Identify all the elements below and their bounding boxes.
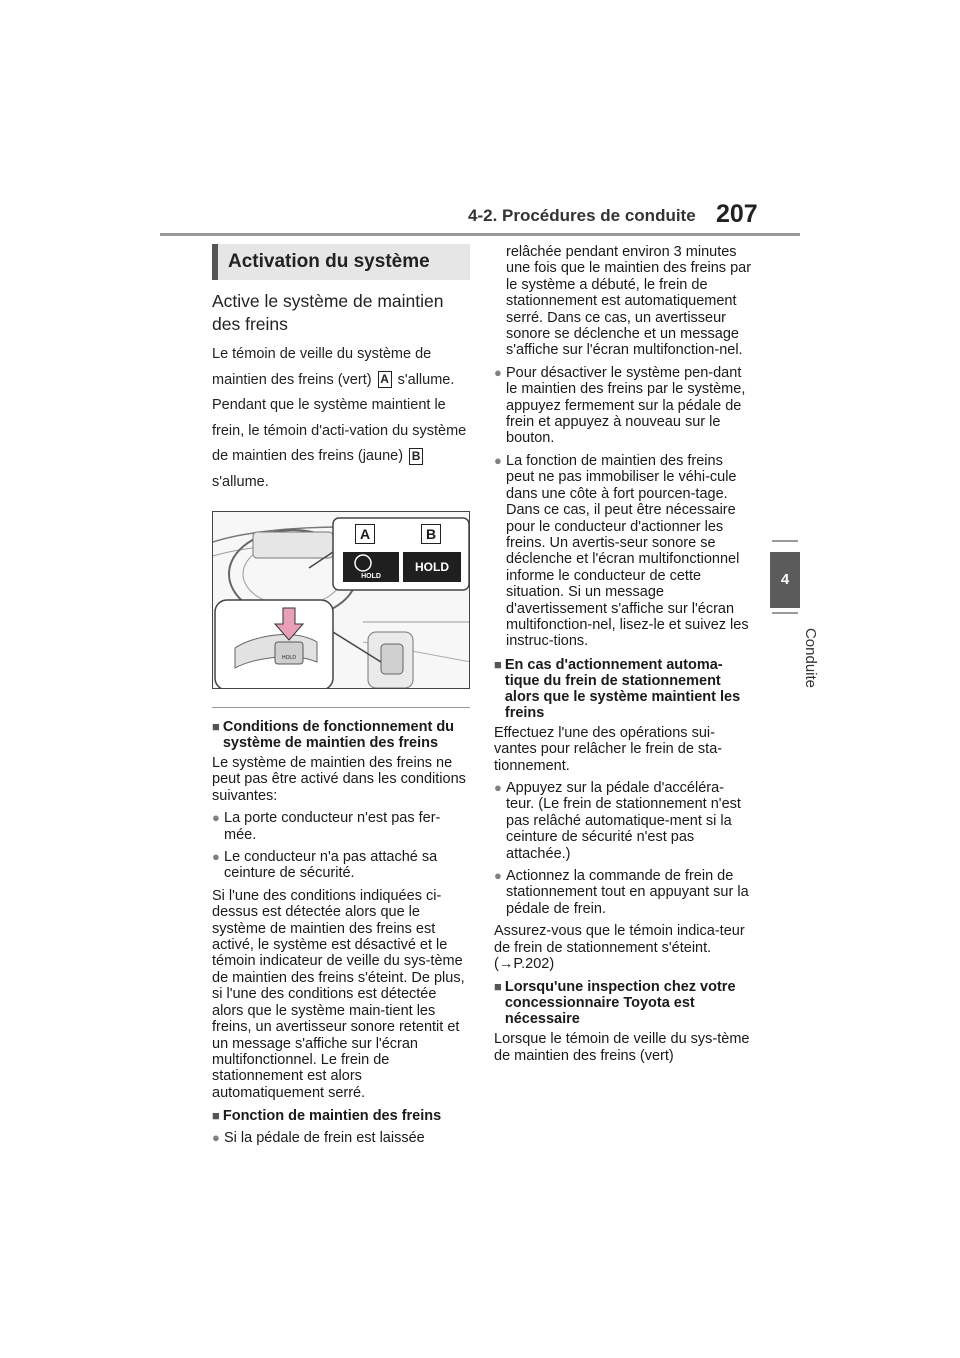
dealer-paragraph: Lorsque le témoin de veille du sys-tème de maintien des freins (vert)	[494, 1031, 750, 1064]
dealer-heading-text: Lorsqu'une inspection chez votre concessionnaire Toyota est nécessaire	[504, 979, 736, 1028]
header-section-title: 4-2. Procédures de conduite	[468, 206, 696, 225]
badge-b: B	[409, 448, 423, 465]
conditions-heading-text: Conditions de fonctionnement du système de maintien des freins	[222, 719, 455, 751]
conditions-paragraph: Si l'une des conditions indiquées ci-dessus est détectée alors que le système de maintien des freins est activé, le système est désactivé et le témoin indicateur de veille du sys-tème de maintien des freins s'éteint. De plus, si l'une des conditions est détectée alors que le système main-tient les freins, un avertisseur sonore retentit et un message s'affiche sur l'écran multifonctionnel. Le frein de stationnement est alors automatiquement serré.	[212, 887, 465, 1101]
callout-a: A	[355, 524, 375, 544]
intro-body	[212, 342, 470, 495]
side-tab-number: 4	[770, 552, 800, 608]
intro-heading: Active le système de maintien des freins	[212, 291, 444, 334]
list-item: ● Pour désactiver le système pen-dant le maintien des freins par le système, appuyez fermement sur la pédale de frein et appuyez à nouveau sur le bouton.	[494, 364, 746, 447]
header-rule	[160, 233, 800, 236]
hold-switch-text: HOLD	[282, 655, 296, 661]
intro-text-2: s'allume. Pendant que le système maintient le frein, le témoin d'acti-vation du système de maintien des freins (jaune)	[212, 371, 467, 464]
auto-brake-heading-text: En cas d'actionnement automa-tique du frein de stationnement alors que le système maintient les freins	[504, 656, 741, 721]
side-tab-label	[762, 618, 819, 698]
section-title: Activation du système	[212, 244, 470, 280]
auto-brake-paragraph: Assurez-vous que le témoin indica-teur de frein de stationnement s'éteint. (→P.202)	[494, 923, 745, 973]
left-column	[212, 244, 470, 1147]
right-column	[494, 244, 752, 1064]
list-item: ● Appuyez sur la pédale d'accéléra-teur. (Le frein de stationnement n'est pas relâché automatique-ment si la ceinture de sécurité n'est pas attachée.)	[494, 779, 741, 862]
callout-b: B	[421, 524, 441, 544]
function-heading-text: Fonction de maintien des freins	[222, 1108, 442, 1125]
list-item: ● Actionnez la commande de frein de stationnement tout en appuyant sur la pédale de frein.	[494, 868, 749, 917]
function-bullet-continued: relâchée pendant environ 3 minutes une fois que le maintien des freins par le système a débuté, le frein de stationnement est automatiquement serré. Dans ce cas, un avertisseur sonore se déclenche et un message s'affiche sur l'écran multifonction-nel.	[506, 244, 752, 359]
list-item: ● La porte conducteur n'est pas fer-mée.	[212, 810, 441, 843]
conditions-heading: ■ Conditions de fonctionnement du système de maintien des freins	[212, 719, 470, 751]
hold-active-indicator-text: HOLD	[415, 560, 449, 574]
conditions-block	[212, 707, 470, 1147]
auto-brake-heading: ■ En cas d'actionnement automa-tique du frein de stationnement alors que le système maintient les freins	[494, 657, 752, 721]
list-item: ● Si la pédale de frein est laissée	[212, 1130, 425, 1147]
function-heading: ■ Fonction de maintien des freins	[212, 1108, 442, 1125]
conditions-intro: Le système de maintien des freins ne peut pas être activé dans les conditions suivantes:	[212, 755, 466, 804]
dealer-heading: ■ Lorsqu'une inspection chez votre concessionnaire Toyota est nécessaire	[494, 979, 752, 1027]
auto-brake-intro: Effectuez l'une des opérations sui-vantes pour relâcher le frein de sta-tionnement.	[494, 724, 723, 774]
side-tab-label-text: Conduite	[802, 627, 819, 689]
intro-text-1: Le témoin de veille du système de maintien des freins (vert)	[212, 346, 432, 388]
badge-a: A	[378, 371, 392, 388]
list-item: ● Le conducteur n'a pas attaché sa ceinture de sécurité.	[212, 849, 438, 882]
intro-text-3: s'allume.	[212, 473, 269, 490]
list-item: ● La fonction de maintien des freins peut ne pas immobiliser le véhi-cule dans une côte à fort pourcen-tage. Dans ce cas, il peut être nécessaire pour le conducteur d'actionner les freins. Un avertis-seur sonore se déclenche et l'écran multifonctionnel informe le conducteur de cette situation. Si un message d'avertissement s'affiche sur l'écran multifonction-nel, lisez-le et suivez les instruc-tions.	[494, 452, 749, 650]
hold-system-illustration	[212, 511, 470, 689]
page-number: 207	[716, 200, 758, 228]
hold-standby-indicator-text: HOLD	[361, 573, 381, 580]
side-line-top	[772, 540, 798, 542]
side-line-bottom	[772, 612, 798, 614]
